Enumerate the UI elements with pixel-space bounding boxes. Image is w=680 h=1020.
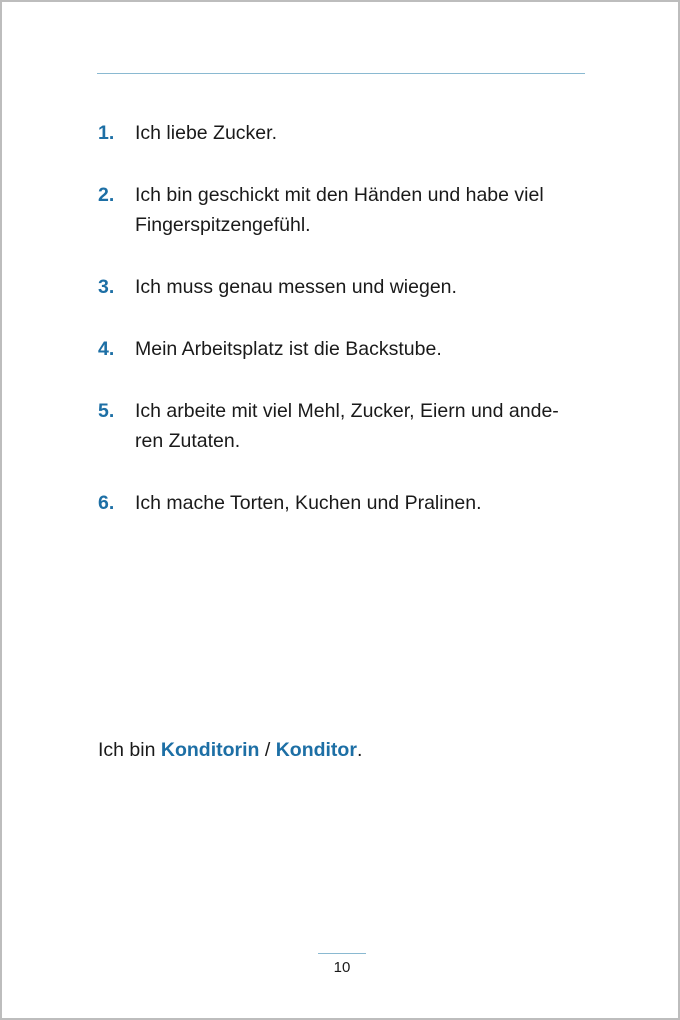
statement-number: 3. bbox=[98, 276, 115, 298]
statement-text: Ich muss genau messen und wiegen. bbox=[135, 276, 457, 298]
conclusion-prefix: Ich bin bbox=[98, 739, 161, 761]
statement-number: 1. bbox=[98, 122, 115, 144]
statement-text: Mein Arbeitsplatz ist die Backstube. bbox=[135, 338, 442, 360]
page-number: 10 bbox=[333, 959, 351, 976]
statement-item bbox=[98, 272, 578, 302]
statement-item bbox=[98, 488, 578, 518]
statement-number: 5. bbox=[98, 400, 115, 422]
top-divider bbox=[97, 73, 585, 74]
statement-list bbox=[98, 118, 578, 550]
statement-text: Ich mache Torten, Kuchen und Pralinen. bbox=[135, 492, 482, 514]
profession-separator: / bbox=[259, 739, 276, 761]
footer-divider bbox=[318, 953, 366, 954]
profession-male: Konditor bbox=[275, 739, 357, 761]
profession-female: Konditorin bbox=[160, 739, 260, 761]
statement-number: 4. bbox=[98, 338, 115, 360]
conclusion-suffix: . bbox=[356, 739, 363, 761]
statement-item bbox=[98, 180, 578, 240]
statement-item bbox=[98, 396, 578, 456]
statement-number: 6. bbox=[98, 492, 115, 514]
conclusion-sentence bbox=[98, 735, 362, 765]
statement-text: Ich liebe Zucker. bbox=[135, 122, 277, 144]
statement-text: Ich arbeite mit viel Mehl, Zucker, Eiern und ande-ren Zutaten. bbox=[135, 400, 559, 452]
statement-text: Ich bin geschickt mit den Händen und habe viel Fingerspitzengefühl. bbox=[135, 184, 544, 236]
statement-item bbox=[98, 118, 578, 148]
statement-number: 2. bbox=[98, 184, 115, 206]
statement-item bbox=[98, 334, 578, 364]
